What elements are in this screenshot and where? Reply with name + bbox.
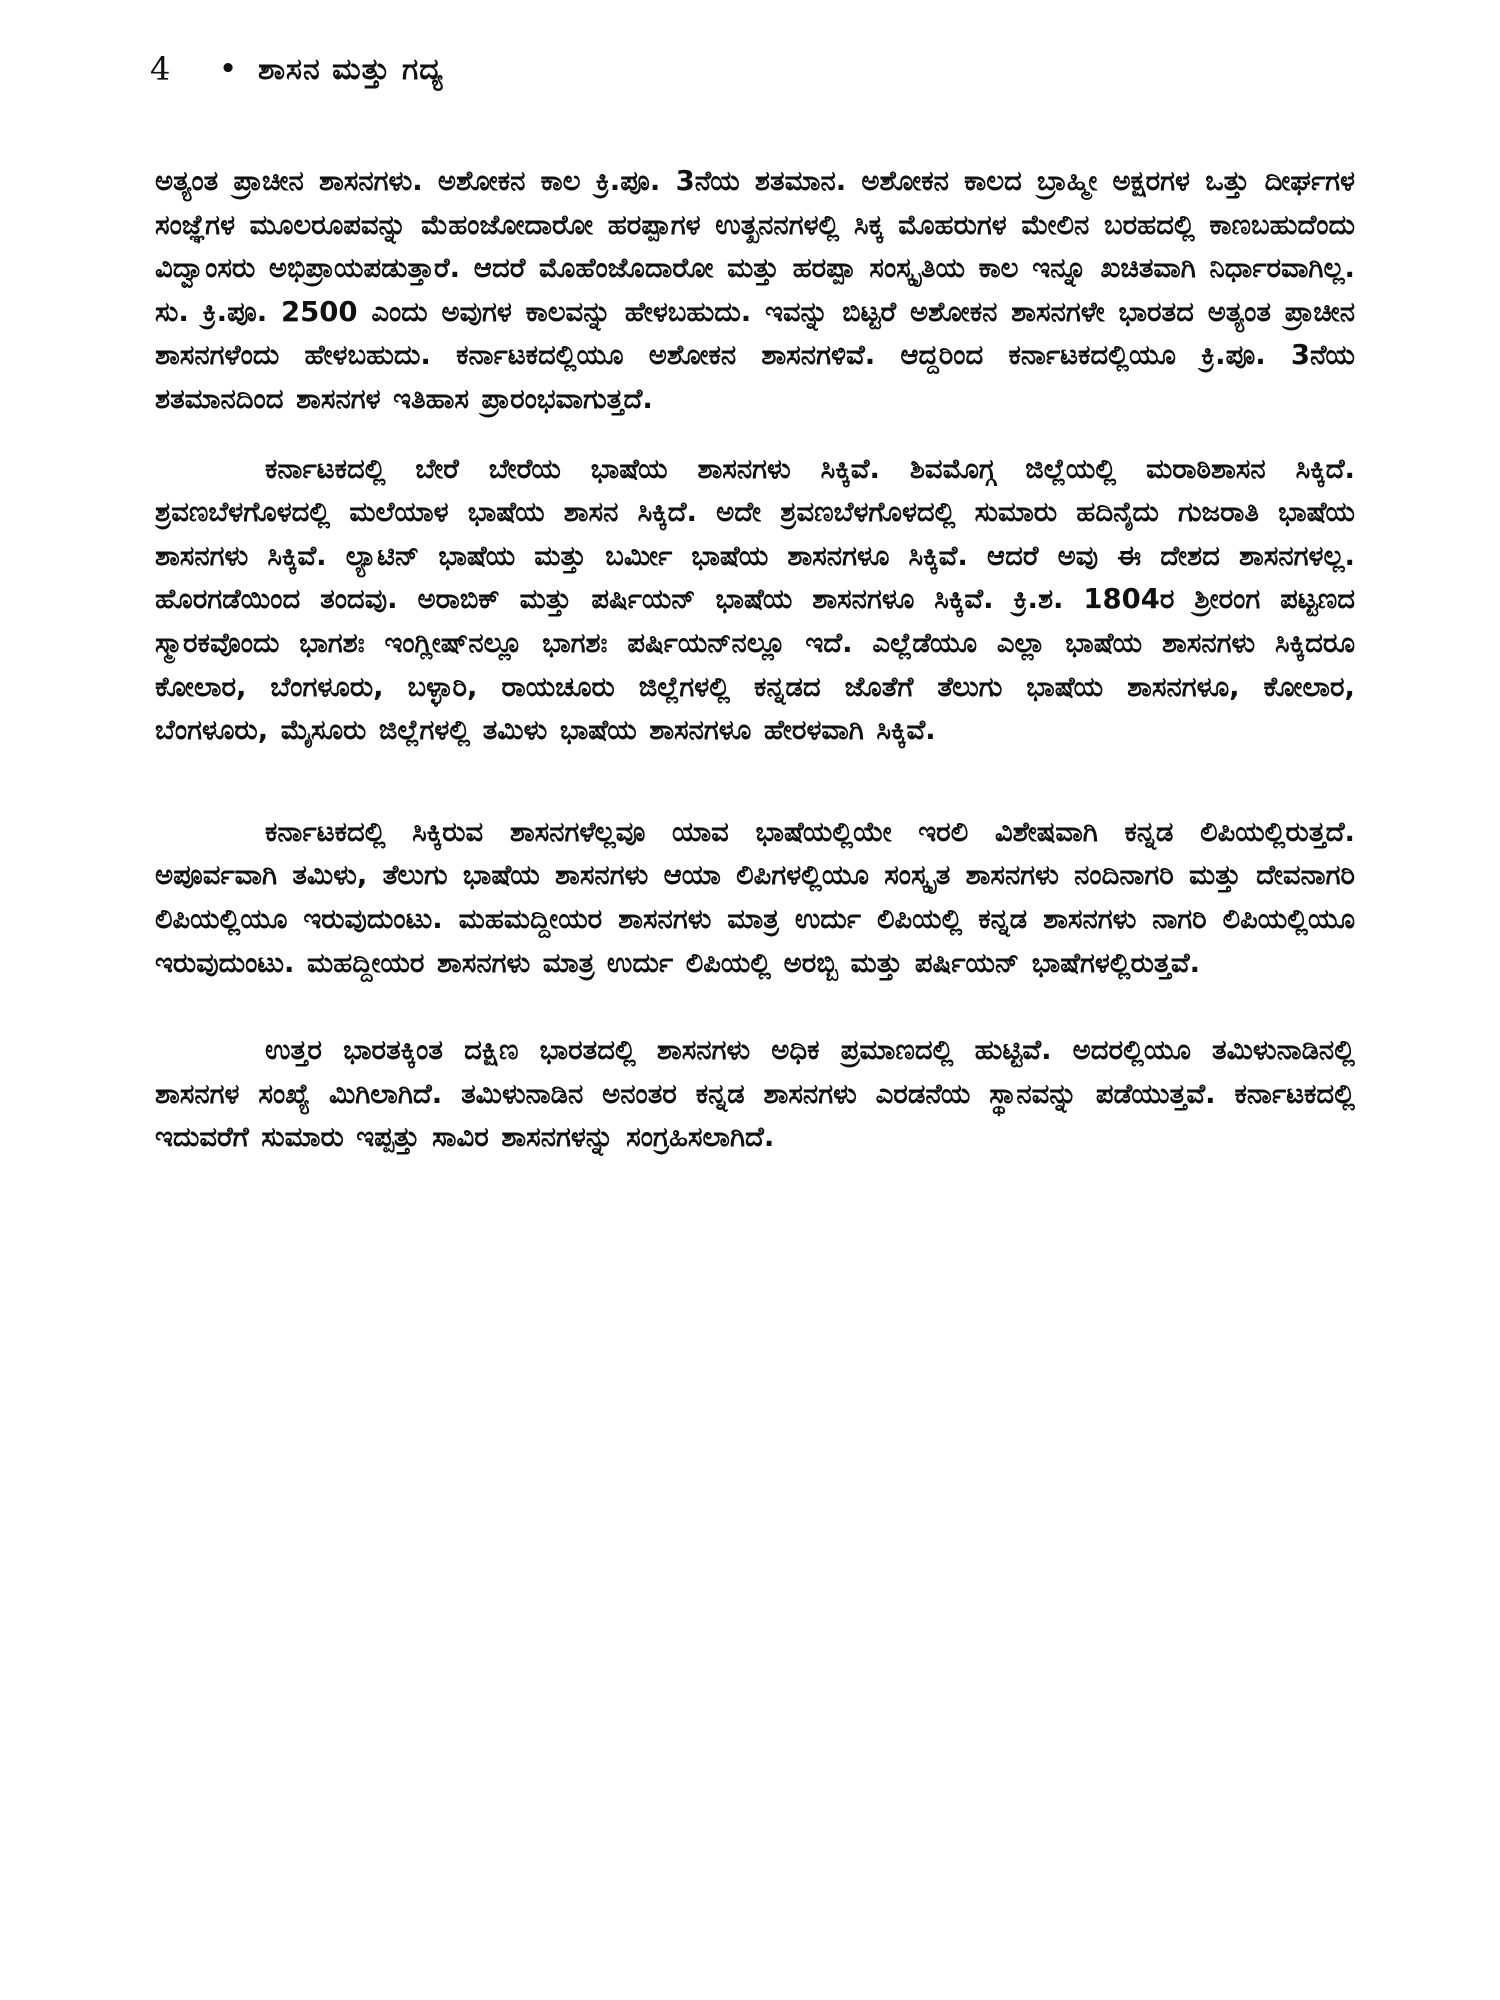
- paragraph-4: ಉತ್ತರ ಭಾರತಕ್ಕಿಂತ ದಕ್ಷಿಣ ಭಾರತದಲ್ಲಿ ಶಾಸನಗಳು ಅಧಿಕ ಪ್ರಮಾಣದಲ್ಲಿ ಹುಟ್ಟಿವೆ. ಅದರಲ್ಲಿಯೂ ತಮಿಳುನಾಡಿನಲ್ಲಿ ಶಾಸನಗಳ ಸಂಖ್ಯೆ ಮಿಗಿಲಾಗಿದೆ. ತಮಿಳುನಾಡಿನ ಅನಂತರ ಕನ್ನಡ ಶಾಸನಗಳು ಎರಡನೆಯ ಸ್ಥಾನವನ್ನು ಪಡೆಯುತ್ತವೆ. ಕರ್ನಾಟಕದಲ್ಲಿ ಇದುವರೆಗೆ ಸುಮಾರು ಇಪ್ಪತ್ತು ಸಾವಿರ ಶಾಸನಗಳನ್ನು ಸಂಗ್ರಹಿಸಲಾಗಿದೆ.: [155, 1034, 1355, 1154]
- paragraph-3: ಕರ್ನಾಟಕದಲ್ಲಿ ಸಿಕ್ಕಿರುವ ಶಾಸನಗಳೆಲ್ಲವೂ ಯಾವ ಭಾಷೆಯಲ್ಲಿಯೇ ಇರಲಿ ವಿಶೇಷವಾಗಿ ಕನ್ನಡ ಲಿಪಿಯಲ್ಲಿರುತ್ತದೆ. ಅಪೂರ್ವವಾಗಿ ತಮಿಳು, ತೆಲುಗು ಭಾಷೆಯ ಶಾಸನಗಳು ಆಯಾ ಲಿಪಿಗಳಲ್ಲಿಯೂ ಸಂಸ್ಕೃತ ಶಾಸನಗಳು ನಂದಿನಾಗರಿ ಮತ್ತು ದೇವನಾಗರಿ ಲಿಪಿಯಲ್ಲಿಯೂ ಇರುವುದುಂಟು. ಮಹಮದ್ದೀಯರ ಶಾಸನಗಳು ಮಾತ್ರ ಉರ್ದು ಲಿಪಿಯಲ್ಲಿ ಕನ್ನಡ ಶಾಸನಗಳು ನಾಗರಿ ಲಿಪಿಯಲ್ಲಿಯೂ ಇರುವುದುಂಟು. ಮಹದ್ದೀಯರ ಶಾಸನಗಳು ಮಾತ್ರ ಉರ್ದು ಲಿಪಿಯಲ್ಲಿ ಅರಬ್ಬಿ ಮತ್ತು ಪರ್ಷಿಯನ್ ಭಾಷೆಗಳಲ್ಲಿರುತ್ತವೆ.: [155, 815, 1355, 979]
- paragraph-2: ಕರ್ನಾಟಕದಲ್ಲಿ ಬೇರೆ ಬೇರೆಯ ಭಾಷೆಯ ಶಾಸನಗಳು ಸಿಕ್ಕಿವೆ. ಶಿವಮೊಗ್ಗ ಜಿಲ್ಲೆಯಲ್ಲಿ ಮರಾಠಿಶಾಸನ ಸಿಕ್ಕಿದೆ. ಶ್ರವಣಬೆಳಗೊಳದಲ್ಲಿ ಮಲೆಯಾಳ ಭಾಷೆಯ ಶಾಸನ ಸಿಕ್ಕಿದೆ. ಅದೇ ಶ್ರವಣಬೆಳಗೊಳದಲ್ಲಿ ಸುಮಾರು ಹದಿನೈದು ಗುಜರಾತಿ ಭಾಷೆಯ ಶಾಸನಗಳು ಸಿಕ್ಕಿವೆ. ಲ್ಯಾಟಿನ್ ಭಾಷೆಯ ಮತ್ತು ಬರ್ಮೀ ಭಾಷೆಯ ಶಾಸನಗಳೂ ಸಿಕ್ಕಿವೆ. ಆದರೆ ಅವು ಈ ದೇಶದ ಶಾಸನಗಳಲ್ಲ. ಹೊರಗಡೆಯಿಂದ ತಂದವು. ಅರಾಬಿಕ್ ಮತ್ತು ಪರ್ಷಿಯನ್ ಭಾಷೆಯ ಶಾಸನಗಳೂ ಸಿಕ್ಕಿವೆ. ಕ್ರಿ.ಶ. 1804ರ ಶ್ರೀರಂಗ ಪಟ್ಟಣದ ಸ್ಮಾರಕವೊಂದು ಭಾಗಶಃ ಇಂಗ್ಲೀಷ್‌ನಲ್ಲೂ ಭಾಗಶಃ ಪರ್ಷಿಯನ್‌ನಲ್ಲೂ ಇದೆ. ಎಲ್ಲೆಡೆಯೂ ಎಲ್ಲಾ ಭಾಷೆಯ ಶಾಸನಗಳು ಸಿಕ್ಕಿದರೂ ಕೋಲಾರ, ಬೆಂಗಳೂರು, ಬಳ್ಳಾರಿ, ರಾಯಚೂರು ಜಿಲ್ಲೆಗಳಲ್ಲಿ ಕನ್ನಡದ ಜೊತೆಗೆ ತೆಲುಗು ಭಾಷೆಯ ಶಾಸನಗಳೂ, ಕೋಲಾರ, ಬೆಂಗಳೂರು, ಮೈಸೂರು ಜಿಲ್ಲೆಗಳಲ್ಲಿ ತಮಿಳು ಭಾಷೆಯ ಶಾಸನಗಳೂ ಹೇರಳವಾಗಿ ಸಿಕ್ಕಿವೆ.: [155, 452, 1355, 747]
- page-number: 4: [150, 50, 171, 88]
- body-text: [155, 160, 1355, 1160]
- running-header: [150, 44, 444, 94]
- header-bullet: •: [219, 54, 237, 84]
- paragraph-1: ಅತ್ಯಂತ ಪ್ರಾಚೀನ ಶಾಸನಗಳು. ಅಶೋಕನ ಕಾಲ ಕ್ರಿ.ಪೂ. 3ನೆಯ ಶತಮಾನ. ಅಶೋಕನ ಕಾಲದ ಬ್ರಾಹ್ಮೀ ಅಕ್ಷರಗಳ ಒತ್ತು ದೀರ್ಘಗಳ ಸಂಜ್ಞೆಗಳ ಮೂಲರೂಪವನ್ನು ಮೆಹಂಜೋದಾರೋ ಹರಪ್ಪಾಗಳ ಉತ್ಖನನಗಳಲ್ಲಿ ಸಿಕ್ಕ ಮೊಹರುಗಳ ಮೇಲಿನ ಬರಹದಲ್ಲಿ ಕಾಣಬಹುದೆಂದು ವಿದ್ವಾಂಸರು ಅಭಿಪ್ರಾಯಪಡುತ್ತಾರೆ. ಆದರೆ ಮೊಹೆಂಜೊದಾರೋ ಮತ್ತು ಹರಪ್ಪಾ ಸಂಸ್ಕೃತಿಯ ಕಾಲ ಇನ್ನೂ ಖಚಿತವಾಗಿ ನಿರ್ಧಾರವಾಗಿಲ್ಲ. ಸು. ಕ್ರಿ.ಪೂ. 2500 ಎಂದು ಅವುಗಳ ಕಾಲವನ್ನು ಹೇಳಬಹುದು. ಇವನ್ನು ಬಿಟ್ಟರೆ ಅಶೋಕನ ಶಾಸನಗಳೇ ಭಾರತದ ಅತ್ಯಂತ ಪ್ರಾಚೀನ ಶಾಸನಗಳೆಂದು ಹೇಳಬಹುದು. ಕರ್ನಾಟಕದಲ್ಲಿಯೂ ಅಶೋಕನ ಶಾಸನಗಳಿವೆ. ಆದ್ದರಿಂದ ಕರ್ನಾಟಕದಲ್ಲಿಯೂ ಕ್ರಿ.ಪೂ. 3ನೆಯ ಶತಮಾನದಿಂದ ಶಾಸನಗಳ ಇತಿಹಾಸ ಪ್ರಾರಂಭವಾಗುತ್ತದೆ.: [155, 165, 1355, 415]
- running-title: ಶಾಸನ ಮತ್ತು ಗದ್ಯ: [258, 51, 444, 87]
